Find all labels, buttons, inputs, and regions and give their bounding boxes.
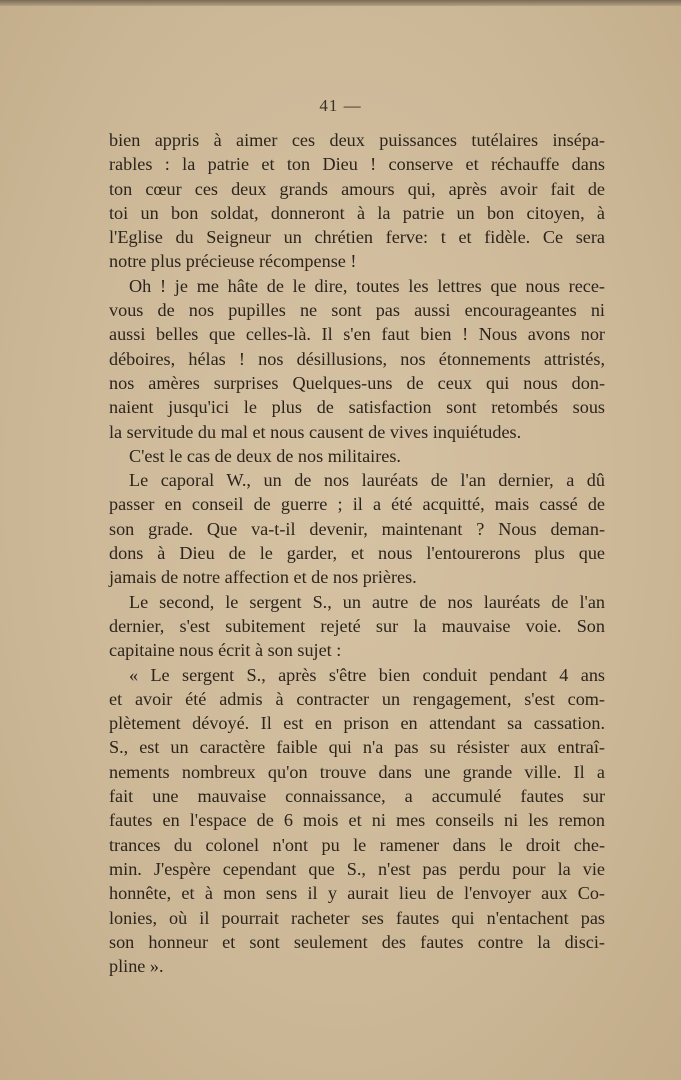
text-line: C'est le cas de deux de nos militaires. — [129, 445, 401, 466]
text-line: nements nombreux qu'on trouve dans une grande ville. Il a — [109, 761, 605, 782]
text-line: fautes en l'espace de 6 mois et ni mes conseils ni les remon — [109, 810, 605, 831]
text-line: fait une mauvaise connaissance, a accumulé fautes sur — [109, 786, 605, 807]
text-line: la servitude du mal et nous causent de vives inquiétudes. — [109, 421, 522, 442]
text-line: déboires, hélas ! nos désillusions, nos étonnements attristés, — [109, 348, 605, 369]
text-line: « Le sergent S., après s'être bien conduit pendant 4 ans — [129, 664, 605, 685]
text-line: dons à Dieu de le garder, et nous l'entourerons plus que — [109, 543, 605, 564]
text-line: Oh ! je me hâte de le dire, toutes les lettres que nous rece- — [129, 275, 605, 296]
text-line: notre plus précieuse récompense ! — [109, 251, 357, 272]
text-line: min. J'espère cependant que S., n'est pas perdu pour la vie — [109, 858, 605, 879]
text-line: pline ». — [109, 956, 164, 977]
page-number: 41 — — [319, 96, 362, 115]
text-line: honnête, et à mon sens il y aurait lieu de l'envoyer aux Co- — [109, 883, 605, 904]
body-text — [109, 128, 605, 978]
text-line: jamais de notre affection et de nos prières. — [109, 567, 417, 588]
text-line: vous de nos pupilles ne sont pas aussi encourageantes ni — [109, 300, 605, 321]
text-line: l'Eglise du Seigneur un chrétien ferve: t et fidèle. Ce sera — [109, 227, 605, 248]
text-line: Le second, le sergent S., un autre de nos lauréats de l'an — [129, 591, 605, 612]
text-line: S., est un caractère faible qui n'a pas su résister aux entraî- — [109, 737, 605, 758]
text-line: nos amères surprises Quelques-uns de ceux qui nous don- — [109, 372, 605, 393]
text-line: lonies, où il pourrait racheter ses fautes qui n'entachent pas — [109, 907, 605, 928]
text-line: naient jusqu'ici le plus de satisfaction sont retombés sous — [109, 397, 605, 418]
text-line: passer en conseil de guerre ; il a été acquitté, mais cassé de — [109, 494, 605, 515]
text-line: aussi belles que celles-là. Il s'en faut bien ! Nous avons nor — [109, 324, 605, 345]
text-line: rables : la patrie et ton Dieu ! conserve et réchauffe dans — [109, 154, 605, 175]
text-line: ton cœur ces deux grands amours qui, après avoir fait de — [109, 178, 605, 199]
text-line: dernier, s'est subitement rejeté sur la mauvaise voie. Son — [109, 615, 605, 636]
text-line: capitaine nous écrit à son sujet : — [109, 640, 342, 661]
text-line: son honneur et sont seulement des fautes contre la disci- — [109, 931, 605, 952]
text-line: trances du colonel n'ont pu le ramener dans le droit che- — [109, 834, 605, 855]
text-line: et avoir été admis à contracter un rengagement, s'est com- — [109, 688, 605, 709]
text-line: bien appris à aimer ces deux puissances tutélaires insépa- — [109, 130, 605, 150]
text-line: son grade. Que va-t-il devenir, maintenant ? Nous deman- — [109, 518, 605, 539]
text-line: toi un bon soldat, donneront à la patrie un bon citoyen, à — [109, 202, 605, 223]
text-line: Le caporal W., un de nos lauréats de l'an dernier, a dû — [129, 470, 605, 491]
text-line: plètement dévoyé. Il est en prison en attendant sa cassation. — [109, 713, 605, 734]
page-top-edge — [0, 0, 681, 6]
